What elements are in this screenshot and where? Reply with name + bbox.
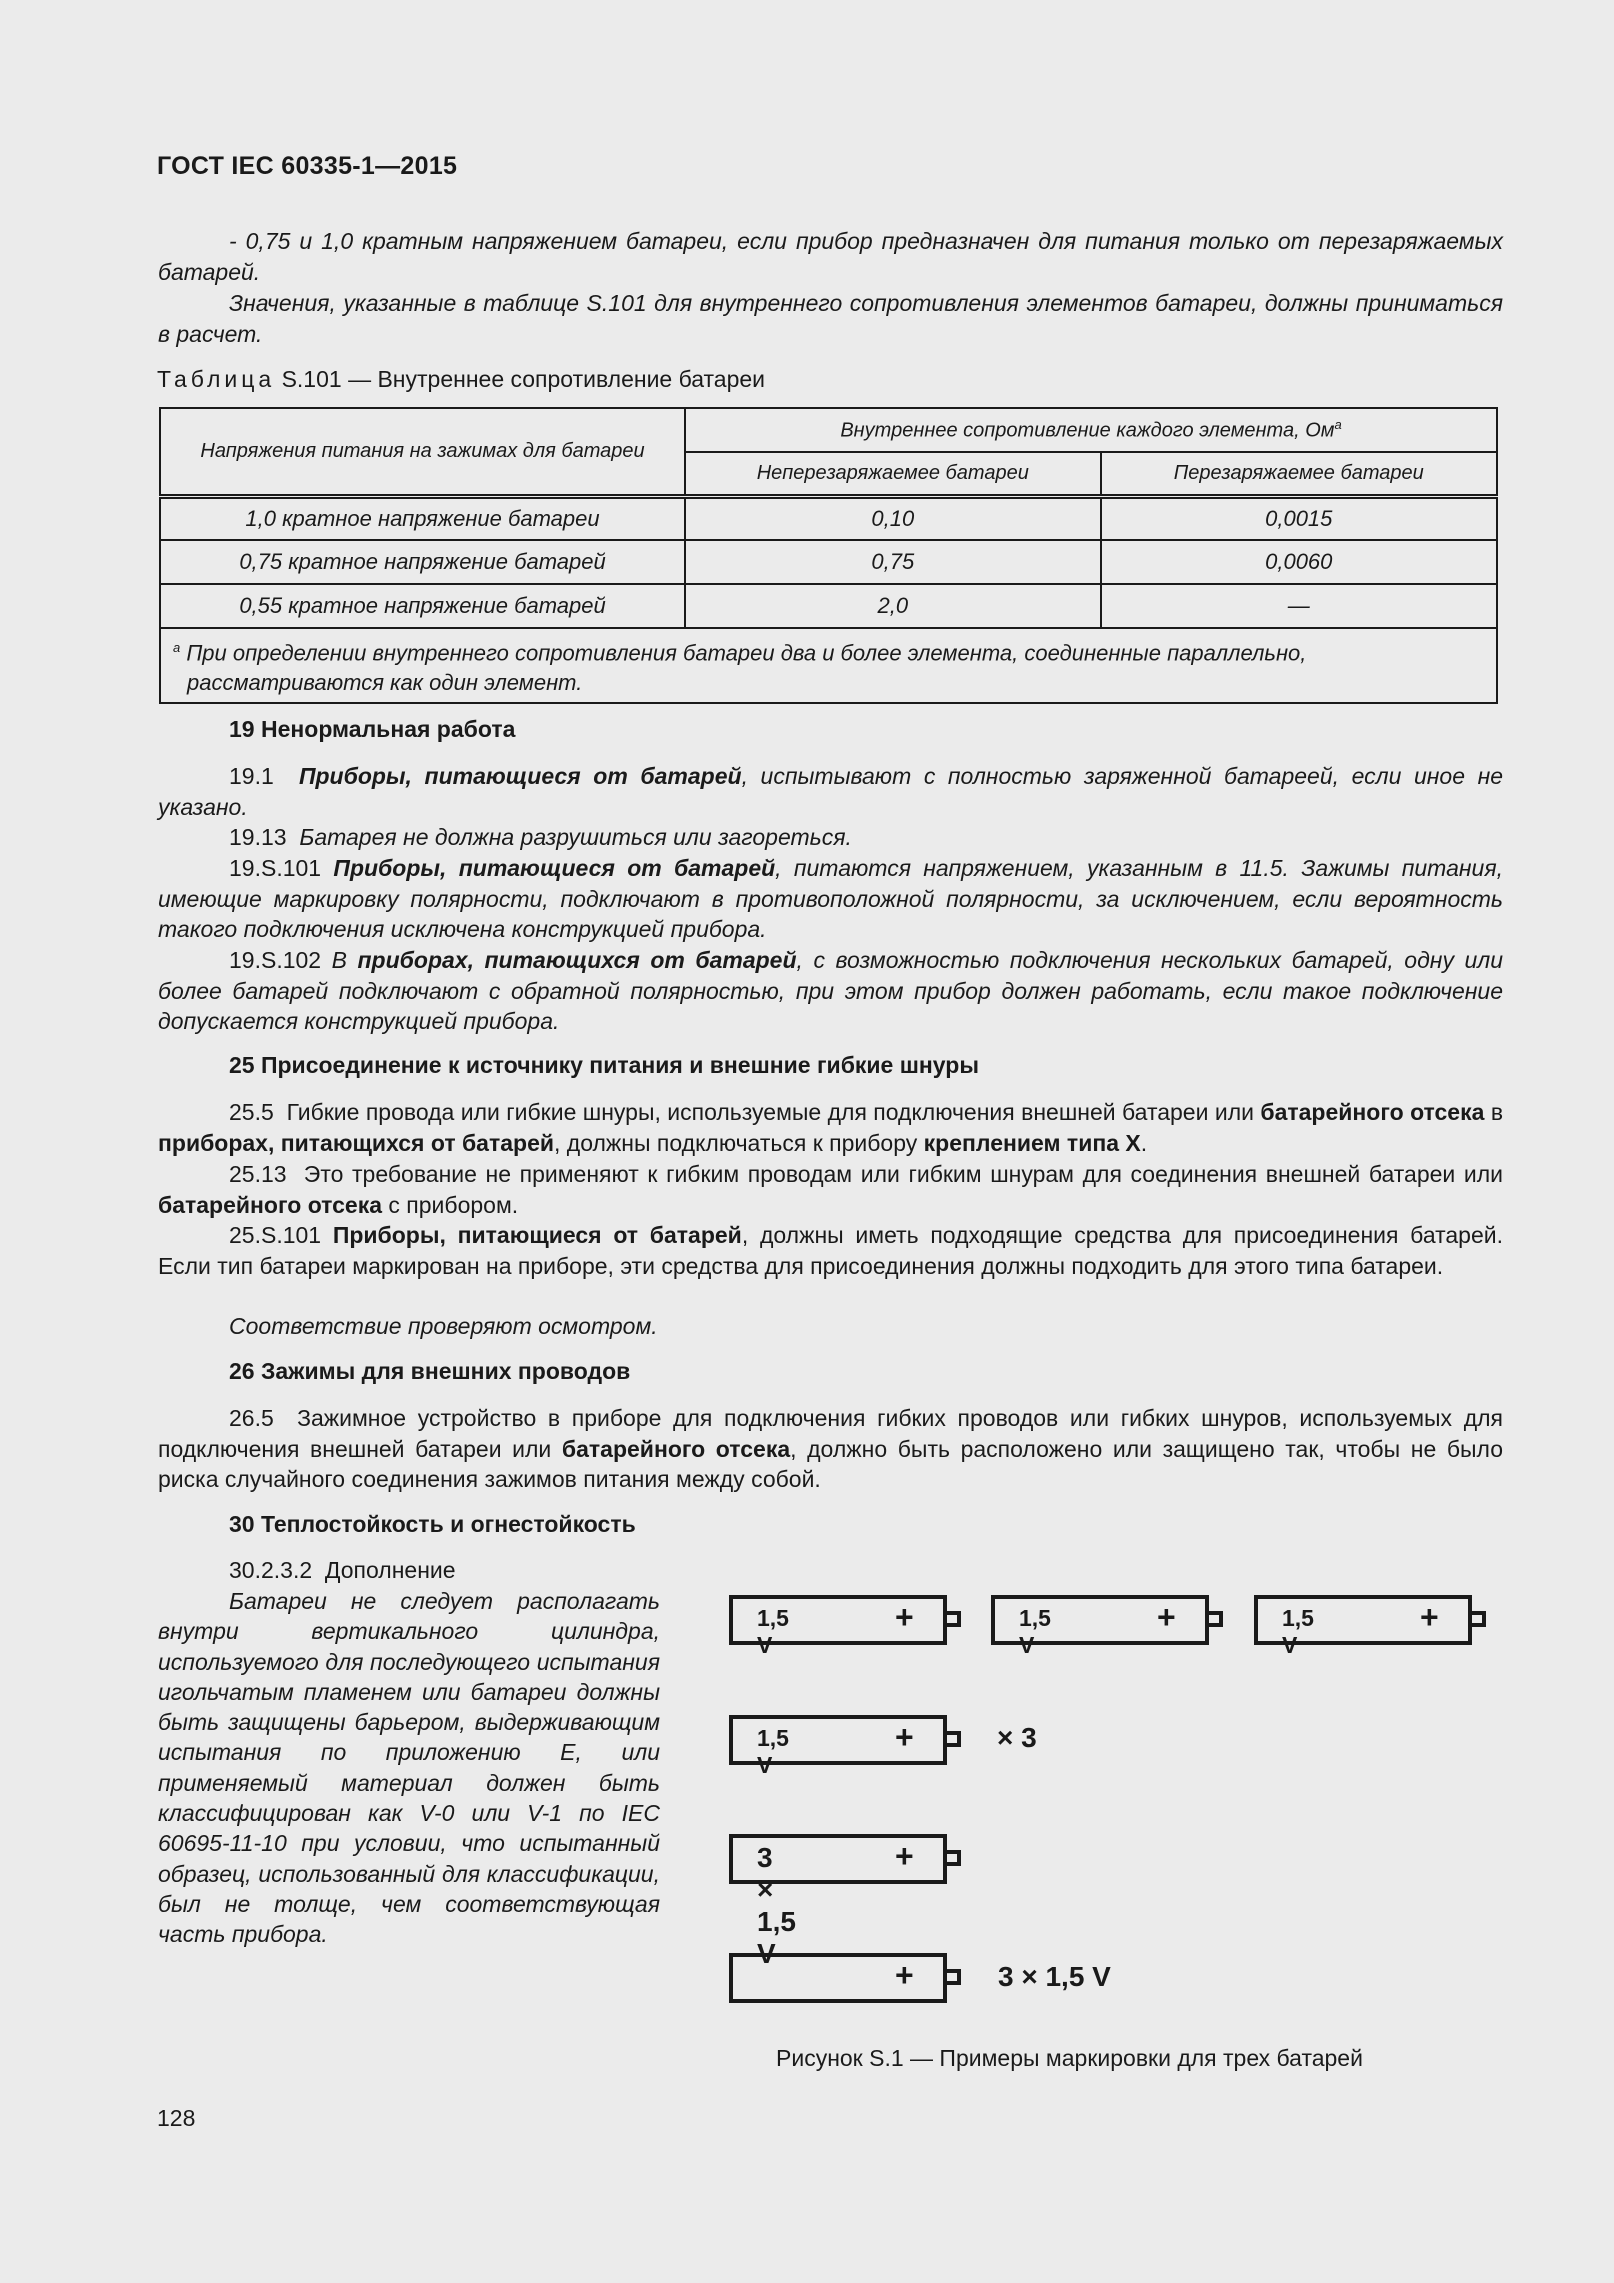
times-three-label: × 3 <box>997 1722 1037 1753</box>
table-caption <box>157 366 765 393</box>
row-value-rechargeable: 0,0060 <box>1101 540 1497 584</box>
internal-resistance-table <box>159 407 1498 704</box>
document-header: ГОСТ IEC 60335-1—2015 <box>157 152 458 180</box>
row-value-nonrechargeable: 0,75 <box>685 540 1100 584</box>
battery-voltage-label: 1,5 V <box>757 1725 789 1778</box>
battery-plus-sign: + <box>895 1719 914 1755</box>
paragraph-30-body: Батареи не следует располагать внутри вертикального цилиндра, используемого для последующего испытания игольчатым пламенем или батареи должны быть защищены барьером, выдерживающим испытания по приложению Е, или применяемый материал должен быть классифицирован как V-0 или V-1 по IEC 60695-11-10 при условии, что испытанный образец, использованный для классификации, был не толще, чем соответствующая часть прибора. <box>158 1588 660 1948</box>
table-footnote: $^a$ При определении внутреннего сопротивления батареи два и более элемента, соединенные параллельно, рассматриваются как один элемент. <box>160 628 1497 703</box>
battery-voltage-label: 1,5 V <box>1282 1605 1314 1658</box>
section-26-title: 26 Зажимы для внешних проводов <box>229 1358 631 1384</box>
paragraph-19-s101: 19.S.101 Приборы, питающиеся от батарей, питаются напряжением, указанным в 11.5. Зажимы питания, имеющие маркировку полярности, подключают в противоположной полярности, за исключением, если вероятность такого подключения исключена конструкцией прибора. <box>158 855 1503 942</box>
paragraph-25-compliance: Соответствие проверяют осмотром. <box>229 1313 658 1339</box>
battery-voltage-label: 1,5 V <box>1019 1605 1051 1658</box>
battery-combined-label: 3 × 1,5 V <box>757 1842 796 1969</box>
row-label: 0,75 кратное напряжение батарей <box>160 540 685 584</box>
table-caption-word: Таблица <box>157 366 276 392</box>
battery-terminal <box>947 1969 961 1985</box>
battery-body <box>729 1953 947 2003</box>
footnote-mark: a <box>173 640 181 655</box>
row-value-rechargeable: 0,0015 <box>1101 496 1497 540</box>
battery-terminal <box>1472 1611 1486 1627</box>
external-voltage-label: 3 × 1,5 V <box>998 1961 1111 1992</box>
paragraph-26-5: 26.5 Зажимное устройство в приборе для подключения гибких проводов или гибких шнуров, используемых для подключения внешней батареи или батарейного отсека, должно быть расположено или защищено так, чтобы не было риска случайного соединения зажимов питания между собой. <box>158 1405 1504 1492</box>
battery-plus-sign: + <box>1420 1599 1439 1635</box>
battery-voltage-label: 1,5 V <box>757 1605 789 1658</box>
col-header-voltage: Напряжения питания на зажимах для батареи <box>160 408 685 496</box>
row-label: 0,55 кратное напряжение батарей <box>160 584 685 628</box>
battery-terminal <box>1209 1611 1223 1627</box>
paragraph-19-13: 19.13 Батарея не должна разрушиться или загореться. <box>229 824 852 850</box>
section-25-title: 25 Присоединение к источнику питания и внешние гибкие шнуры <box>229 1052 979 1078</box>
paragraph-19-1: 19.1 Приборы, питающиеся от батарей, испытывают с полностью заряженной батареей, если иное не указано. <box>158 763 1504 820</box>
battery-plus-sign: + <box>895 1838 914 1874</box>
section-30-title: 30 Теплостойкость и огнестойкость <box>229 1511 636 1537</box>
section-19-title: 19 Ненормальная работа <box>229 716 516 742</box>
row-value-nonrechargeable: 0,10 <box>685 496 1100 540</box>
row-label: 1,0 кратное напряжение батареи <box>160 496 685 540</box>
paragraph-25-5: 25.5 Гибкие провода или гибкие шнуры, используемые для подключения внешней батареи или батарейного отсека в приборах, питающихся от батарей, должны подключаться к прибору креплением типа X. <box>158 1099 1504 1156</box>
row-value-nonrechargeable: 2,0 <box>685 584 1100 628</box>
col-header-nonrechargeable: Неперезаряжаемее батареи <box>685 452 1100 496</box>
table-row <box>160 540 1497 584</box>
paragraph-25-s101: 25.S.101 Приборы, питающиеся от батарей, должны иметь подходящие средства для присоединения батарей. Если тип батареи маркирован на приборе, эти средства для присоединения должны подходить для этого типа батареи. <box>158 1222 1503 1279</box>
intro-paragraph-2: Значения, указанные в таблице S.101 для внутреннего сопротивления элементов батареи, должны приниматься в расчет. <box>158 290 1503 347</box>
figure-caption: Рисунок S.1 — Примеры маркировки для трех батарей <box>776 2045 1363 2071</box>
col-group-header-sup: a <box>1334 417 1342 433</box>
paragraph-19-s102: 19.S.102 В приборах, питающихся от батарей, с возможностью подключения нескольких батарей, одну или более батарей подключают с обратной полярностью, при этом прибор должен работать, если такое подключение допускается конструкцией прибора. <box>158 947 1504 1034</box>
paragraph-25-13: 25.13 Это требование не применяют к гибким проводам или гибким шнурам для соединения внешней батареи или батарейного отсека с прибором. <box>158 1161 1504 1218</box>
col-header-rechargeable: Перезаряжаемее батареи <box>1101 452 1497 496</box>
battery-terminal <box>947 1611 961 1627</box>
paragraph-30-2-3-2: 30.2.3.2 Дополнение <box>229 1557 456 1583</box>
battery-plus-sign: + <box>1157 1599 1176 1635</box>
table-row <box>160 584 1497 628</box>
row-value-rechargeable: — <box>1101 584 1497 628</box>
intro-paragraph-1: - 0,75 и 1,0 кратным напряжением батареи, если прибор предназначен для питания только от перезаряжаемых батарей. <box>158 228 1503 285</box>
page-number: 128 <box>157 2105 196 2131</box>
battery-terminal <box>947 1850 961 1866</box>
col-group-header: Внутреннее сопротивление каждого элемента, $Ом^a$ <box>685 408 1497 452</box>
table-row <box>160 496 1497 540</box>
table-caption-text: S.101 — Внутреннее сопротивление батареи <box>281 366 766 392</box>
battery-terminal <box>947 1731 961 1747</box>
battery-plus-sign: + <box>895 1599 914 1635</box>
battery-plus-sign: + <box>895 1957 914 1993</box>
